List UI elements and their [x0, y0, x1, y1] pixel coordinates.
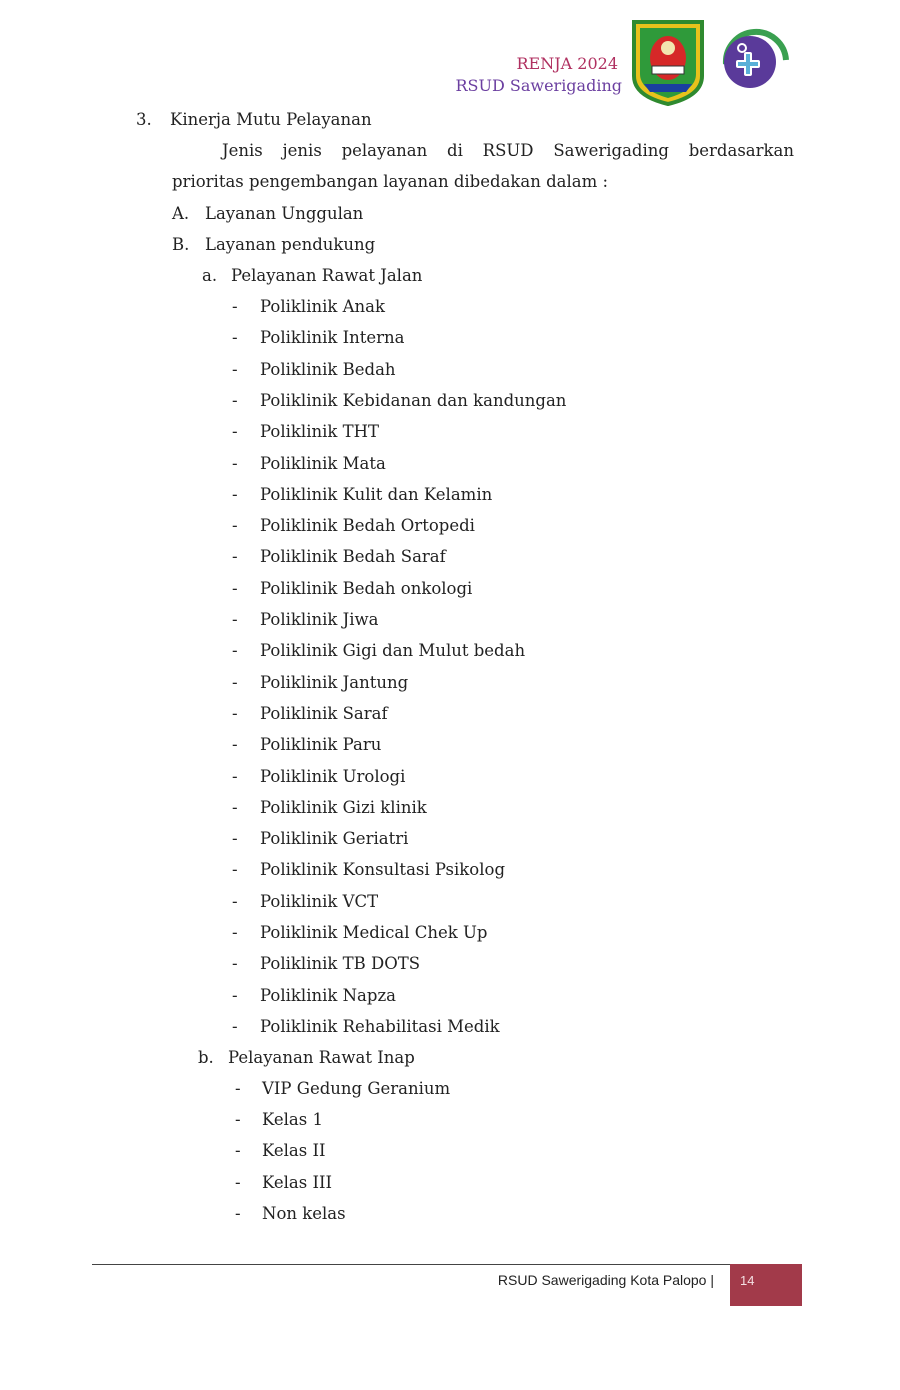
page-number: 14 [740, 1273, 755, 1288]
list-item: Poliklinik Bedah [260, 359, 396, 379]
bullet-dash: - [232, 422, 238, 442]
list-item: Poliklinik Mata [260, 453, 386, 473]
list-item: Poliklinik Paru [260, 735, 382, 755]
bullet-dash: - [235, 1172, 241, 1192]
bullet-dash: - [232, 923, 238, 942]
list-item: Poliklinik Medical Chek Up [260, 923, 488, 942]
bullet-dash: - [232, 610, 238, 629]
list-item: Poliklinik Jantung [260, 672, 409, 692]
list-item: Poliklinik Bedah Ortopedi [260, 516, 475, 536]
intro-line-2: prioritas pengembangan layanan dibedakan dalam : [172, 172, 609, 191]
list-item: Poliklinik Gizi klinik [260, 797, 427, 817]
hospital-logo-icon [712, 20, 792, 96]
bullet-dash: - [232, 735, 238, 755]
bullet-dash: - [232, 829, 238, 849]
list-item: Poliklinik Kebidanan dan kandungan [260, 390, 567, 410]
bullet-dash: - [235, 1141, 241, 1161]
list-item: Poliklinik Saraf [260, 703, 388, 723]
list-item: Non kelas [262, 1203, 346, 1223]
bullet-dash: - [232, 547, 238, 567]
list-item: Poliklinik THT [260, 422, 380, 442]
section-title: Kinerja Mutu Pelayanan [170, 110, 372, 129]
header-rsud: RSUD Sawerigading [455, 76, 622, 95]
bullet-dash: - [232, 516, 238, 536]
list-item: Poliklinik VCT [260, 891, 379, 911]
sub-b-marker: b. [198, 1048, 214, 1067]
list-item: Poliklinik Gigi dan Mulut bedah [260, 641, 526, 661]
bullet-dash: - [232, 453, 238, 473]
bullet-dash: - [232, 891, 238, 911]
bullet-dash: - [232, 985, 238, 1005]
bullet-dash: - [232, 703, 238, 723]
bullet-dash: - [232, 766, 238, 786]
section-number: 3. [136, 110, 152, 129]
item-a-marker: A. [172, 204, 190, 223]
page-number-box [730, 1264, 802, 1306]
header-renja: RENJA 2024 [516, 54, 618, 73]
bullet-dash: - [232, 328, 238, 348]
bullet-dash: - [232, 1016, 238, 1036]
bullet-dash: - [232, 954, 238, 974]
bullet-dash: - [232, 359, 238, 379]
bullet-dash: - [232, 860, 238, 880]
list-item: Poliklinik Geriatri [260, 829, 409, 849]
sub-a-marker: a. [202, 266, 218, 285]
bullet-dash: - [232, 797, 238, 817]
footer-text: RSUD Sawerigading Kota Palopo | [497, 1272, 714, 1288]
intro-line-1: Jenis jenis pelayanan di RSUD Sawerigading berdasarkan [222, 141, 794, 160]
list-item: Poliklinik Anak [260, 297, 385, 316]
bullet-dash: - [235, 1203, 241, 1223]
sub-b-label: Pelayanan Rawat Inap [228, 1048, 415, 1067]
item-a-label: Layanan Unggulan [205, 204, 364, 223]
item-b-label: Layanan pendukung [205, 235, 376, 254]
list-item: Poliklinik TB DOTS [260, 954, 421, 974]
bullet-dash: - [235, 1110, 241, 1130]
bullet-dash: - [232, 390, 238, 410]
city-emblem-icon [630, 18, 706, 106]
list-item: Poliklinik Kulit dan Kelamin [260, 484, 493, 504]
list-item: Poliklinik Urologi [260, 766, 406, 786]
sub-a-label: Pelayanan Rawat Jalan [231, 266, 423, 285]
list-item: Poliklinik Jiwa [260, 610, 379, 629]
list-item: Poliklinik Interna [260, 328, 405, 348]
bullet-dash: - [232, 672, 238, 692]
bullet-dash: - [235, 1079, 241, 1098]
list-item: VIP Gedung Geranium [262, 1079, 451, 1098]
list-item: Poliklinik Bedah Saraf [260, 547, 446, 567]
bullet-dash: - [232, 484, 238, 504]
bullet-dash: - [232, 297, 238, 316]
bullet-dash: - [232, 578, 238, 598]
list-item: Poliklinik Napza [260, 985, 396, 1005]
list-item: Poliklinik Konsultasi Psikolog [260, 860, 506, 880]
list-item: Kelas 1 [262, 1110, 323, 1130]
list-item: Kelas III [262, 1172, 333, 1192]
list-item: Kelas II [262, 1141, 326, 1161]
bullet-dash: - [232, 641, 238, 661]
footer-rule [92, 1264, 802, 1265]
list-item: Poliklinik Bedah onkologi [260, 578, 473, 598]
list-item: Poliklinik Rehabilitasi Medik [260, 1016, 500, 1036]
item-b-marker: B. [172, 235, 190, 254]
